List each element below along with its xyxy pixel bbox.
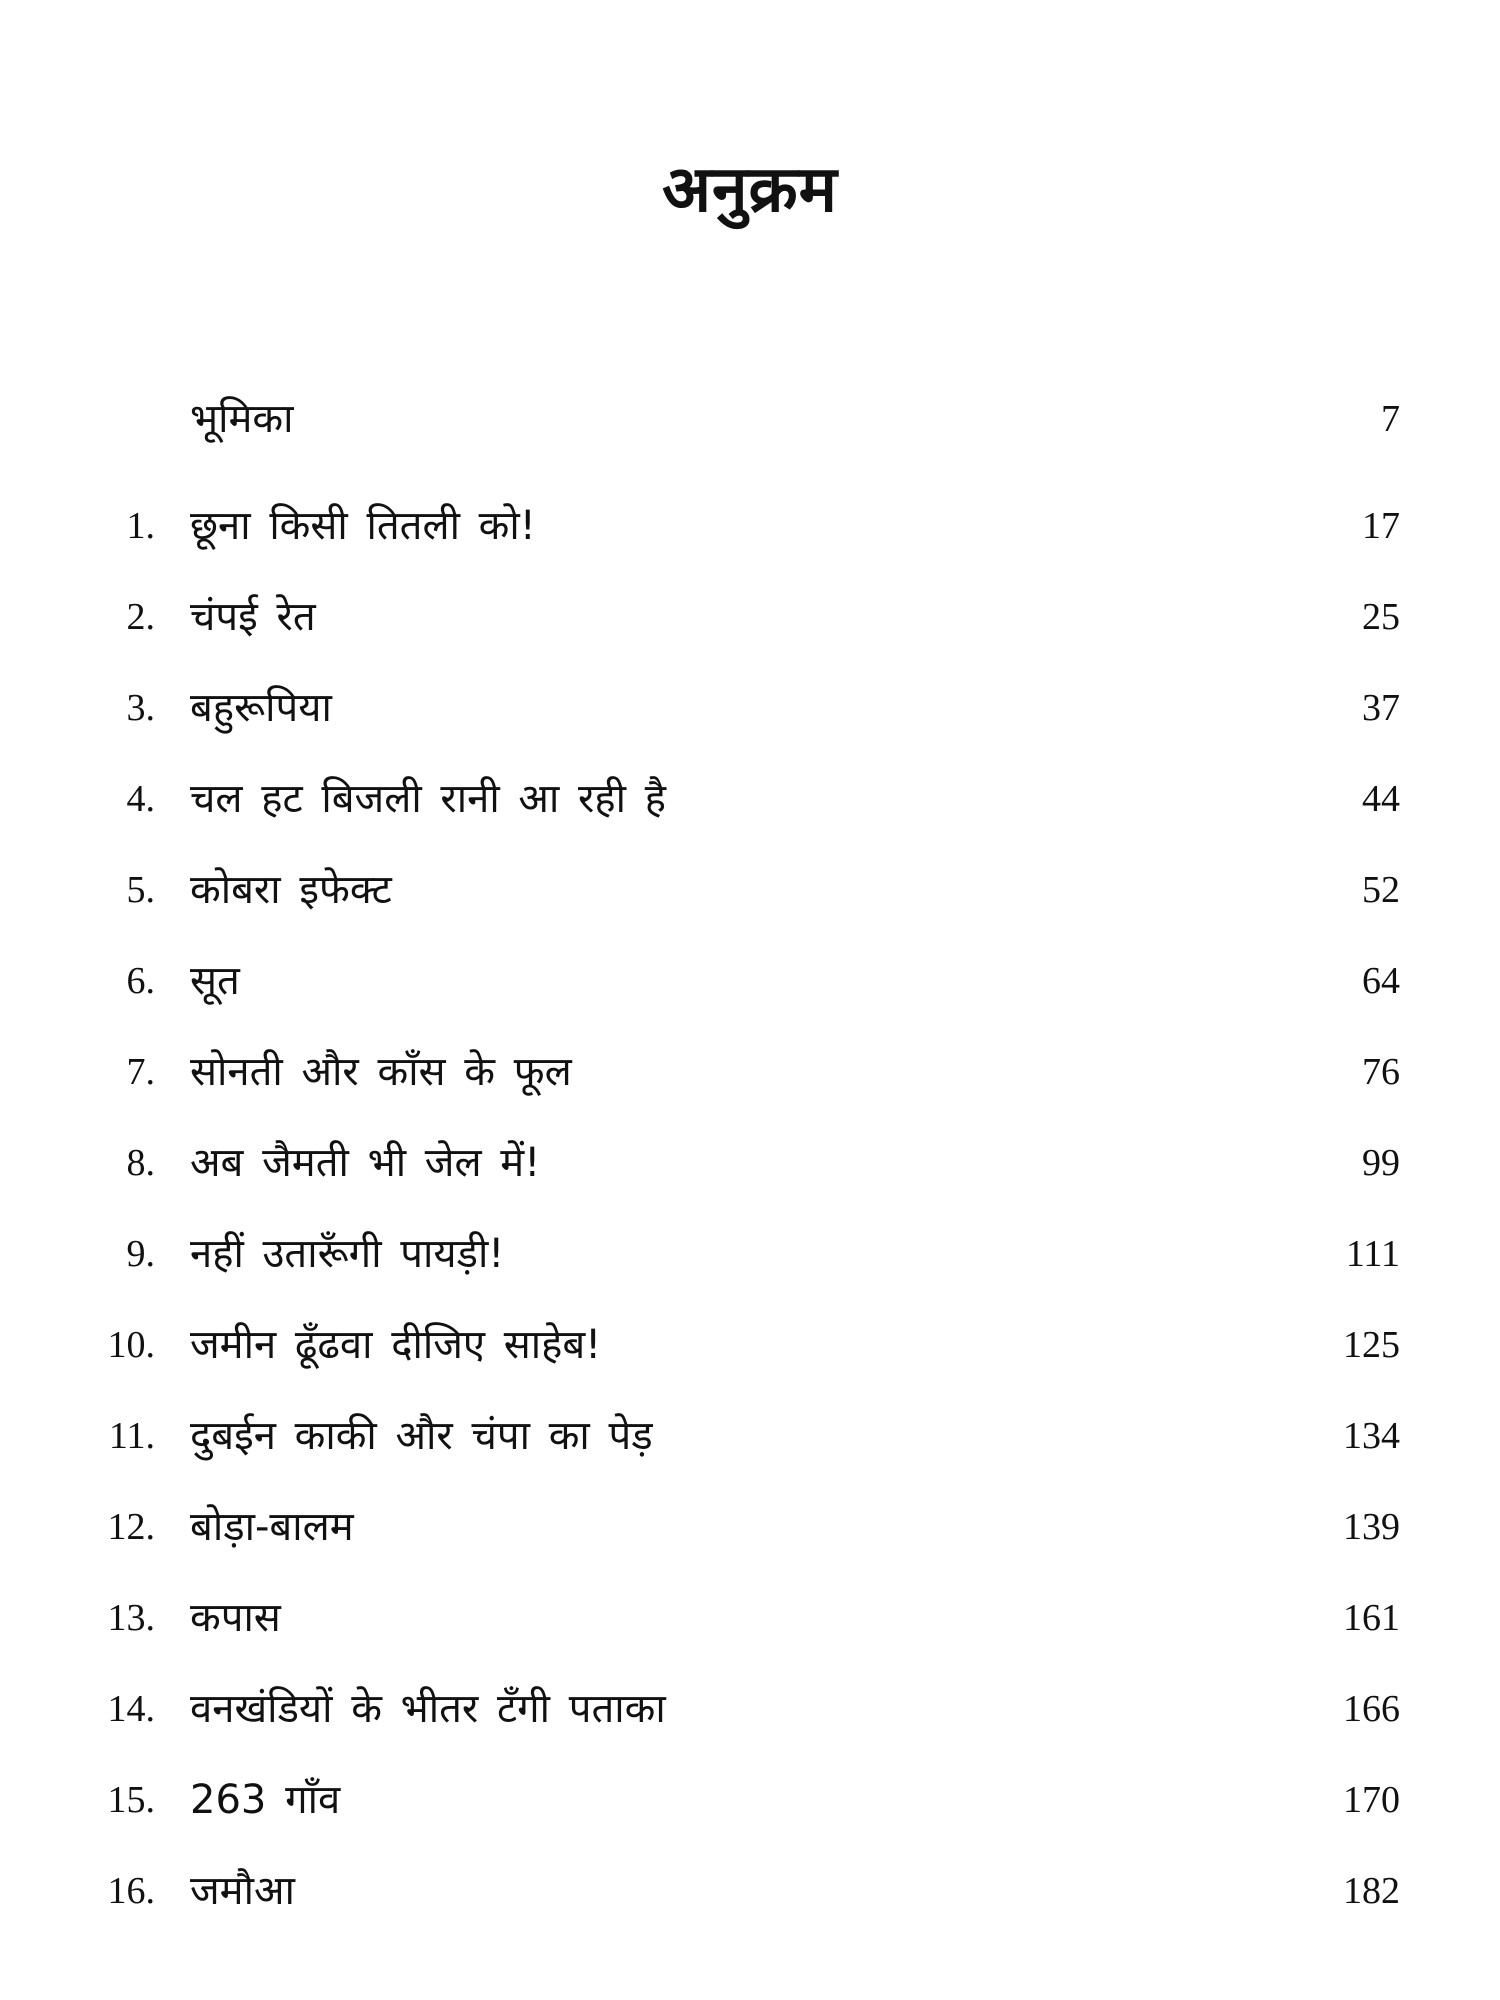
toc-entry-number: 9. (126, 1233, 155, 1275)
toc-row (0, 1674, 1500, 1744)
toc-entry-title: जमौआ (190, 1868, 295, 1914)
toc-entry-number: 10. (107, 1324, 155, 1366)
toc-row (0, 946, 1500, 1016)
toc-entry-page: 25 (1362, 596, 1400, 638)
toc-entry-page: 166 (1343, 1688, 1400, 1730)
toc-entry-title: भूमिका (190, 396, 294, 442)
toc-entry-number: 8. (126, 1142, 155, 1184)
toc-entry-title: 263 गाँव (190, 1777, 341, 1823)
page-title: अनुक्रम (662, 153, 838, 227)
toc-entry-page: 170 (1343, 1779, 1400, 1821)
toc-row (0, 855, 1500, 925)
toc-entry-title: बहुरूपिया (190, 685, 332, 731)
toc-entry-title: चंपई रेत (190, 594, 316, 640)
toc-entry-page: 44 (1362, 778, 1400, 820)
toc-entry-number: 6. (126, 960, 155, 1002)
toc-row (0, 1219, 1500, 1289)
toc-entry-title: कोबरा इफेक्ट (190, 867, 392, 913)
toc-entry-title: कपास (190, 1595, 281, 1641)
toc-entry-title: नहीं उतारूँगी पायड़ी! (190, 1231, 505, 1277)
toc-entry-number: 1. (126, 505, 155, 547)
toc-row (0, 1401, 1500, 1471)
toc-row (0, 1037, 1500, 1107)
toc-entry-title: वनखंडियों के भीतर टँगी पताका (190, 1686, 666, 1732)
toc-entry-page: 139 (1343, 1506, 1400, 1548)
toc-entry-title: जमीन ढूँढवा दीजिए साहेब! (190, 1322, 602, 1368)
toc-row (0, 582, 1500, 652)
toc-row (0, 491, 1500, 561)
toc-entry-number: 5. (126, 869, 155, 911)
toc-entry-number: 3. (126, 687, 155, 729)
toc-entry-title: चल हट बिजली रानी आ रही है (190, 776, 666, 822)
toc-entry-title: छूना किसी तितली को! (190, 503, 536, 549)
toc-entry-number: 2. (126, 596, 155, 638)
toc-row (0, 673, 1500, 743)
toc-entry-page: 125 (1343, 1324, 1400, 1366)
toc-row (0, 1310, 1500, 1380)
toc-entry-page: 76 (1362, 1051, 1400, 1093)
toc-entry-title: दुबईन काकी और चंपा का पेड़ (190, 1413, 653, 1459)
toc-entry-page: 37 (1362, 687, 1400, 729)
toc-entry-number: 14. (107, 1688, 155, 1730)
toc-entry-title: अब जैमती भी जेल में! (190, 1140, 541, 1186)
toc-row-preface (0, 384, 1500, 454)
toc-entry-number: 15. (107, 1779, 155, 1821)
toc-row (0, 764, 1500, 834)
toc-entry-page: 161 (1343, 1597, 1400, 1639)
toc-row (0, 1583, 1500, 1653)
toc-entry-title: बोड़ा-बालम (190, 1504, 354, 1550)
toc-entry-number: 11. (108, 1415, 155, 1457)
toc-entry-page: 7 (1381, 398, 1400, 440)
toc-entry-page: 134 (1343, 1415, 1400, 1457)
toc-entry-number: 16. (107, 1870, 155, 1912)
toc-entry-page: 99 (1362, 1142, 1400, 1184)
toc-entry-page: 182 (1343, 1870, 1400, 1912)
toc-row (0, 1856, 1500, 1926)
toc-entry-page: 111 (1345, 1233, 1400, 1275)
toc-entry-title: सूत (190, 958, 240, 1004)
toc-entry-title: सोनती और काँस के फूल (190, 1049, 572, 1095)
toc-entry-page: 17 (1362, 505, 1400, 547)
toc-entry-number: 7. (126, 1051, 155, 1093)
toc-entry-page: 52 (1362, 869, 1400, 911)
toc-entry-number: 13. (107, 1597, 155, 1639)
toc-entry-page: 64 (1362, 960, 1400, 1002)
toc-row (0, 1765, 1500, 1835)
toc-row (0, 1492, 1500, 1562)
toc-row (0, 1128, 1500, 1198)
toc-entry-number: 4. (126, 778, 155, 820)
toc-entry-number: 12. (107, 1506, 155, 1548)
